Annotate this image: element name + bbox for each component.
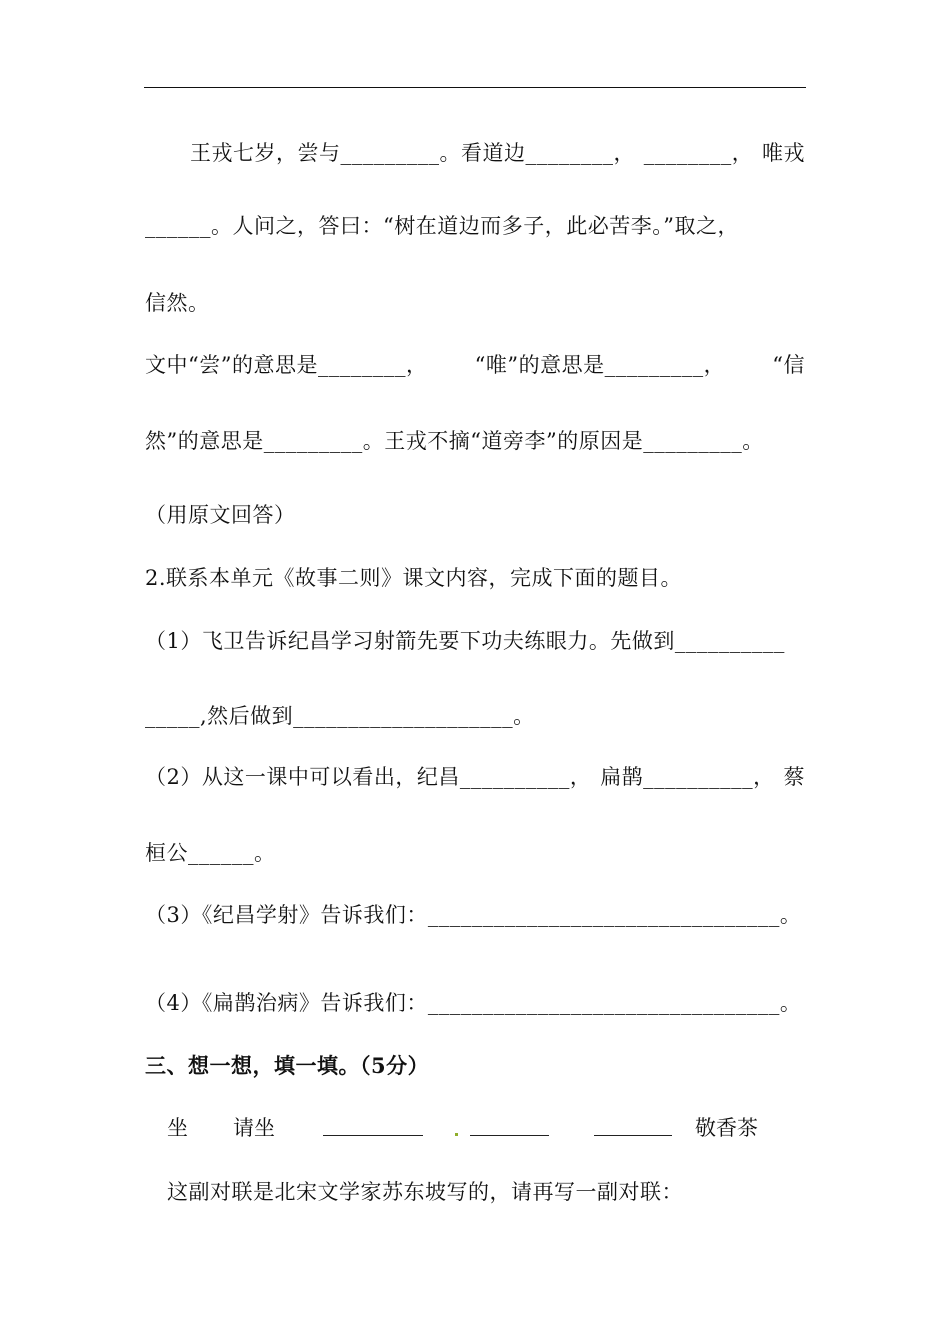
q1-line-1-part-b: “唯”的意思是_________， bbox=[474, 353, 726, 377]
passage-line-1-part-c: 唯戎 bbox=[762, 141, 805, 165]
q1-line-1-part-a: 文中“尝”的意思是________， bbox=[145, 353, 428, 377]
passage-line-2: ______。人问之，答曰：“树在道边而多子，此必苦李。”取之， bbox=[145, 214, 739, 238]
couplet-word-1: 坐 bbox=[167, 1116, 188, 1140]
stray-mark bbox=[455, 1133, 458, 1136]
q1-line-1-part-c: “信 bbox=[772, 353, 805, 377]
passage-line-1 bbox=[190, 138, 805, 168]
q1-line-1 bbox=[145, 350, 805, 380]
q1-line-2: 然”的意思是_________。王戎不摘“道旁李”的原因是_________。 bbox=[145, 429, 764, 453]
q2-part1-line-1: （1）飞卫告诉纪昌学习射箭先要下功夫练眼力。先做到__________ bbox=[145, 629, 785, 653]
couplet-blank-2[interactable] bbox=[470, 1113, 549, 1136]
section3-note: 这副对联是北宋文学家苏东坡写的，请再写一副对联： bbox=[167, 1180, 683, 1204]
couplet-word-2: 请坐 bbox=[233, 1116, 275, 1140]
q2-part3: （3）《纪昌学射》告诉我们：________________________________。 bbox=[145, 903, 802, 927]
couplet-word-3: 敬香茶 bbox=[695, 1116, 758, 1140]
passage-line-3: 信然。 bbox=[145, 291, 210, 315]
q2-part2-line-2: 桓公______。 bbox=[145, 841, 276, 865]
passage-line-1-part-b: ________， bbox=[643, 141, 754, 165]
section3-title: 三、想一想，填一填。（5分） bbox=[145, 1053, 430, 1078]
q2-title: 2.联系本单元《故事二则》课文内容，完成下面的题目。 bbox=[145, 566, 683, 590]
q2-part2-line-1-part-c: 蔡 bbox=[783, 765, 805, 789]
couplet-blank-1[interactable] bbox=[323, 1113, 423, 1136]
q1-line-3: （用原文回答） bbox=[145, 503, 296, 527]
couplet-blank-3[interactable] bbox=[594, 1113, 672, 1136]
q2-part2-line-1 bbox=[145, 762, 805, 792]
q2-part1-line-2: _____,然后做到____________________。 bbox=[145, 704, 535, 728]
passage-line-1-part-a: 王戎七岁，尝与_________。看道边________， bbox=[190, 141, 635, 165]
header-rule bbox=[144, 87, 806, 88]
q2-part2-line-1-part-a: （2）从这一课中可以看出，纪昌__________， bbox=[145, 765, 592, 789]
q2-part2-line-1-part-b: 扁鹊__________， bbox=[600, 765, 775, 789]
q2-part4: （4）《扁鹊治病》告诉我们：________________________________。 bbox=[145, 991, 802, 1015]
